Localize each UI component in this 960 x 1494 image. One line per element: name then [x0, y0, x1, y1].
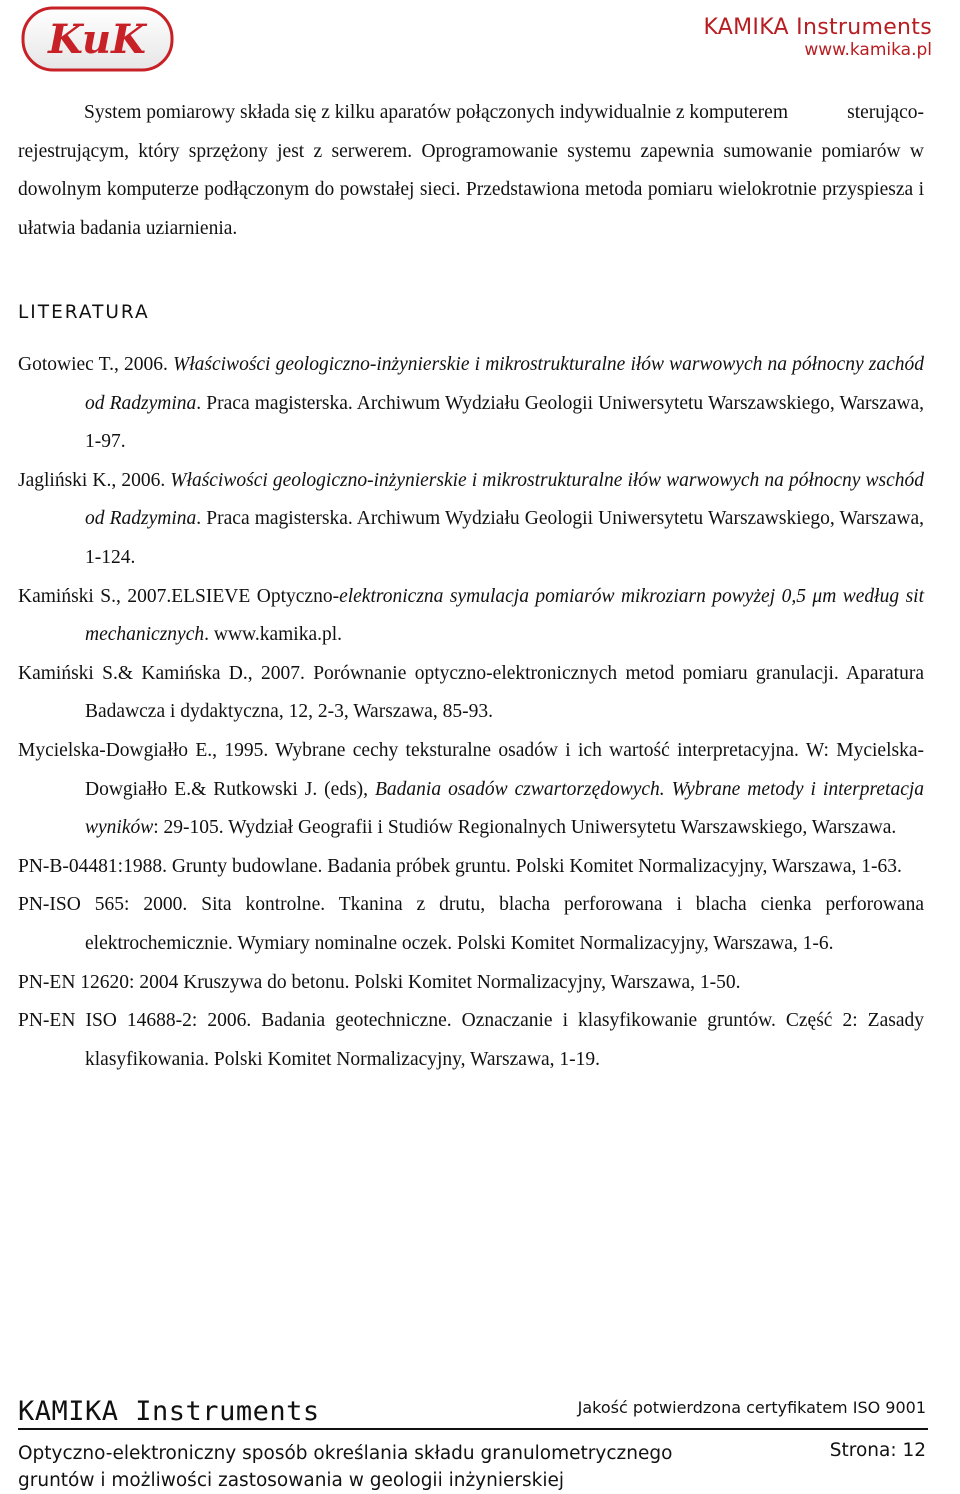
reference-item: PN-B-04481:1988. Grunty budowlane. Badania próbek gruntu. Polski Komitet Normalizacyjny, Warszawa, 1-63. — [18, 855, 902, 877]
reference-item: Jagliński K., 2006. Właściwości geologiczno-inżynierskie i mikrostrukturalne iłów warwowych na północny wschód od Radzymina. Praca magisterska. Archiwum Wydziału Geologii Uniwersytetu Warszawskiego, Warszawa, 1-124. — [18, 469, 925, 568]
kuk-logo — [20, 4, 175, 74]
footer-divider — [18, 1428, 928, 1430]
intro-rest: sterująco-rejestrującym, który sprzężony jest z serwerem. Oprogramowanie systemu zapewnia sumowanie pomiarów w dowolnym komputerze podłączonym do powstałej sieci. Przedstawiona metoda pomiaru wielokrotnie przyspiesza i ułatwia badania uziarnienia. — [18, 102, 924, 239]
page-header — [0, 0, 960, 78]
reference-list — [18, 346, 924, 1079]
svg-text:KuK: KuK — [48, 16, 146, 63]
reference-item: Kamiński S., 2007.ELSIEVE Optyczno-elektroniczna symulacja pomiarów mikroziarn powyżej 0,5 μm według sit mechanicznych. www.kamika.pl. — [18, 585, 924, 646]
footer-document-title — [18, 1440, 818, 1494]
brand-name: KAMIKA Instruments — [703, 15, 932, 40]
reference-item: PN-EN 12620: 2004 Kruszywa do betonu. Polski Komitet Normalizacyjny, Warszawa, 1-50. — [18, 971, 741, 993]
reference-item: PN-EN ISO 14688-2: 2006. Badania geotechniczne. Oznaczanie i klasyfikowanie gruntów. Część 2: Zasady klasyfikowania. Polski Komitet Normalizacyjny, Warszawa, 1-19. — [18, 1010, 924, 1070]
brand-block — [703, 16, 932, 60]
footer-certificate: Jakość potwierdzona certyfikatem ISO 9001 — [577, 1398, 926, 1417]
page-number: Strona: 12 — [829, 1440, 926, 1461]
intro-first-line: System pomiarowy składa się z kilku aparatów połączonych indywidualnie z komputerem — [84, 102, 788, 123]
section-heading: LITERATURA — [18, 302, 150, 323]
reference-item: Kamiński S.& Kamińska D., 2007. Porównanie optyczno-elektronicznych metod pomiaru granulacji. Aparatura Badawcza i dydaktyczna, 12, 2-3, Warszawa, 85-93. — [18, 662, 924, 723]
reference-item: Gotowiec T., 2006. Właściwości geologiczno-inżynierskie i mikrostrukturalne iłów warwowych na północny zachód od Radzymina. Praca magisterska. Archiwum Wydziału Geologii Uniwersytetu Warszawskiego, Warszawa, 1-97. — [18, 354, 925, 453]
reference-item: PN-ISO 565: 2000. Sita kontrolne. Tkanina z drutu, blacha perforowana i blacha cienka perforowana elektrochemicznie. Wymiary nominalne oczek. Polski Komitet Normalizacyjny, Warszawa, 1-6. — [18, 894, 924, 954]
reference-item: Mycielska-Dowgiałło E., 1995. Wybrane cechy teksturalne osadów i ich wartość interpretacyjna. W: Mycielska-Dowgiałło E.& Rutkowski J. (eds), Badania osadów czwartorzędowych. Wybrane metody i interpretacja wyników: 29-105. Wydział Geografii i Studiów Regionalnych Uniwersytetu Warszawskiego, Warszawa. — [18, 739, 925, 839]
footer-title-line1: Optyczno-elektroniczny sposób określania składu granulometrycznego — [18, 1443, 673, 1464]
footer-title-line2: gruntów i możliwości zastosowania w geologii inżynierskiej — [18, 1470, 564, 1491]
brand-url: www.kamika.pl — [804, 40, 932, 60]
footer-brand: KAMIKA Instruments — [18, 1396, 320, 1427]
intro-paragraph — [18, 94, 924, 248]
